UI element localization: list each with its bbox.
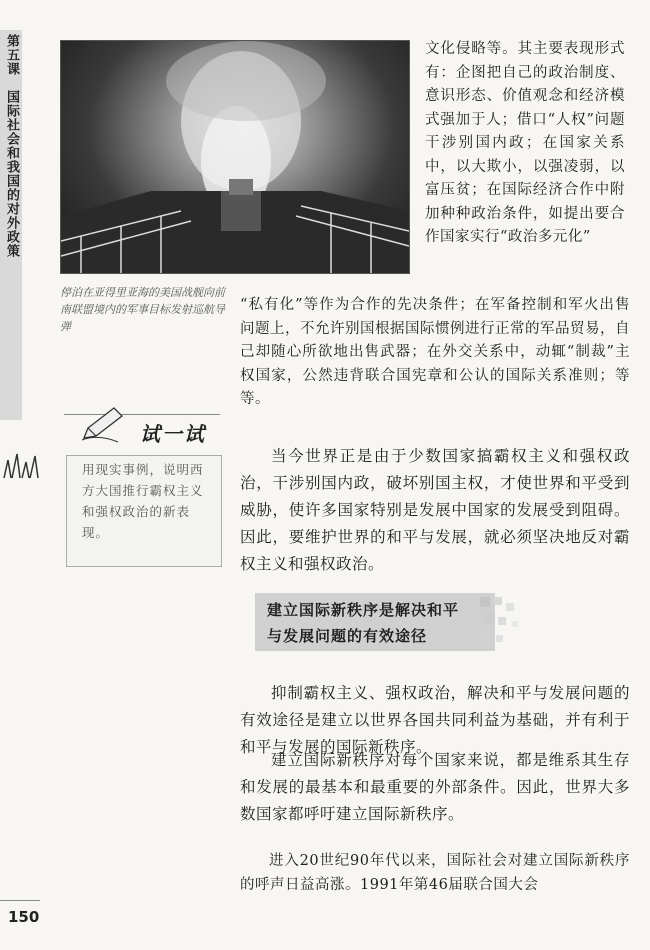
lesson-title: 国际社会和我国的对外政策 — [4, 90, 19, 258]
lesson-number: 第五课 — [4, 34, 19, 76]
paragraph-intro-continued: “私有化”等作为合作的先决条件；在军备控制和军火出售问题上，不允许别国根据国际惯例进行正常的军品贸易，自己却随心所欲地出售武器；在外交关系中，动辄“制裁”主权国家，公然违背联合国宪章和公认的国际关系准则；等等。 — [240, 297, 630, 407]
page-number: 150 — [8, 908, 40, 926]
paragraph-intro-right: 文化侵略等。其主要表现形式有：企图把自己的政治制度、意识形态、价值观念和经济模式强加于人；借口“人权”问题干涉别国内政；在国家关系中，以大欺小，以强凌弱，以富压贫；在国际经济合作中附加种种政治条件，如提出要合作国家实行“政治多元化” — [425, 41, 625, 245]
paragraph-1990s: 进入20世纪90年代以来，国际社会对建立国际新秩序的呼声日益高涨。1991年第46届联合国大会 — [240, 853, 630, 893]
paragraph-oppose-hegemony: 当今世界正是由于少数国家搞霸权主义和强权政治，干涉别国内政，破坏别国主权，才使世界和平受到威胁，使许多国家特别是发展中国家的发展受到阻碍。因此，要维护世界的和平与发展，就必须坚决地反对霸权主义和强权政治。 — [240, 447, 630, 573]
paragraph-new-order: 建立国际新秩序对每个国家来说，都是维系其生存和发展的最基本和最重要的外部条件。因此，世界大多数国家都呼吁建立国际新秩序。 — [240, 751, 630, 823]
paragraph-effective-way: 抑制霸权主义、强权政治，解决和平与发展问题的有效途径是建立以世界各国共同利益为基础，并有利于和平与发展的国际新秩序。 — [240, 684, 630, 756]
pencil-icon — [78, 404, 128, 444]
page-number-rule — [0, 900, 40, 901]
photo-caption: 停泊在亚得里亚海的美国战舰向前南联盟境内的军事目标发射巡航导弹 — [60, 286, 225, 333]
warship-photo — [60, 40, 410, 274]
heading-squares-decoration — [480, 593, 530, 651]
chapter-label — [3, 34, 19, 258]
try-it-text: 用现实事例，说明西方大国推行霸权主义和强权政治的新表现。 — [82, 462, 204, 540]
section-heading — [255, 593, 495, 651]
section-heading-line2: 与发展问题的有效途径 — [267, 627, 428, 645]
grass-decoration-icon — [2, 450, 42, 480]
section-heading-line1: 建立国际新秩序是解决和平 — [267, 601, 460, 619]
try-it-title: 试一试 — [140, 422, 206, 446]
